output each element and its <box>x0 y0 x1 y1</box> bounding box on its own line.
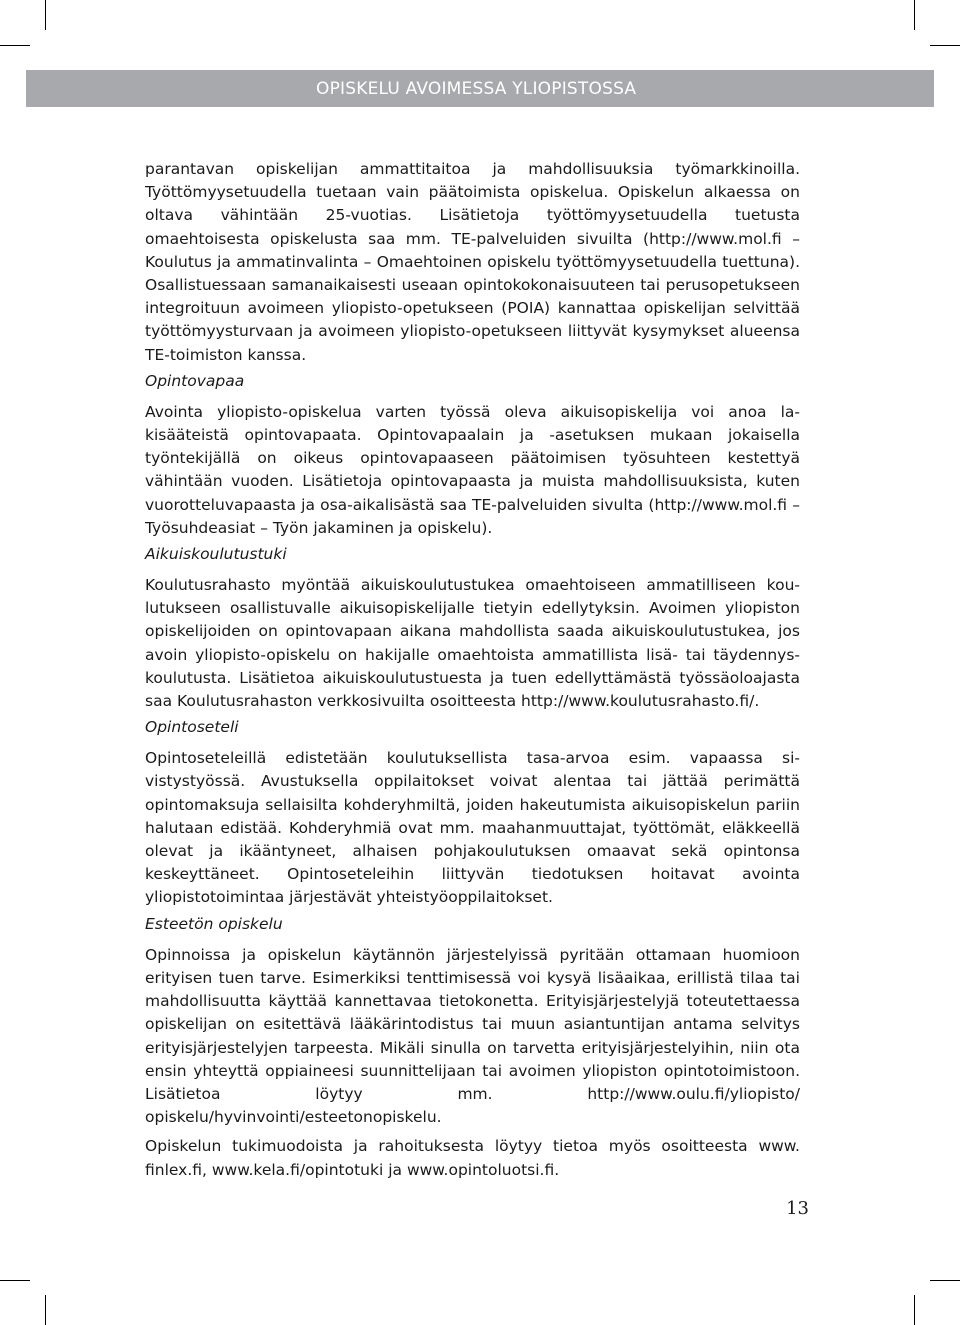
page-content <box>145 158 800 1182</box>
section-paragraph: Avointa yliopisto-opiskelua varten työssä oleva aikuisopiskelija voi anoa lakisääteistä opintovapaata. Opintovapaalain ja -asetuksen mukaan jokaisella työntekijällä on oikeus opintovapaaseen päätoimisen työsuhteen kestettyä vähintään vuoden. Lisätietoja opintovapaasta ja muista mahdollisuuksista, kuten vuorotteluvapaasta ja osa-aikalisästä saa TE-palveluiden sivulta (http://www.​mol.fi – Työsuhdeasiat – Työn jakaminen ja opiskelu). <box>145 402 800 537</box>
section-paragraph: Koulutusrahasto myöntää aikuiskoulutustukea omaehtoiseen ammatilliseen koulutukseen osallistuvalle aikuisopiskelijalle tietyin edellytyksin. Avoimen yliopiston opiskelijoiden on opintovapaan aikana mahdollista saada aikuiskoulutustukea, jos avoin yliopisto-opiskelu on hakijalle omaehtoista ammatillista lisä- tai täydennyskoulutusta. Lisätietoa aikuiskoulutustuesta ja tuen edellyttämästä työssäoloajasta saa Koulutusrahaston verkkosivuilta osoitteesta http://www.koulutusrahasto.fi/. <box>145 576 800 711</box>
crop-mark-top-left <box>45 0 46 30</box>
section-heading: Opintovapaa <box>145 371 245 390</box>
section-opintovapaa <box>145 370 800 540</box>
crop-mark-bottom-left <box>45 1295 46 1325</box>
crop-mark-bottom-right-h <box>930 1280 960 1281</box>
crop-mark-top-right <box>914 0 915 30</box>
section-aikuiskoulutustuki <box>145 543 800 713</box>
header-band <box>26 70 934 107</box>
section-esteeton-opiskelu <box>145 913 800 1182</box>
crop-mark-top-left-h <box>0 45 30 46</box>
page-number: 13 <box>786 1198 809 1219</box>
section-heading: Esteetön opiskelu <box>145 914 283 933</box>
section-heading: Aikuiskoulutustuki <box>145 545 287 564</box>
closing-paragraph: Opiskelun tukimuodoista ja rahoituksesta löytyy tietoa myös osoitteesta www.​finlex.fi, www.kela.fi/opintotuki ja www.opintoluotsi.fi. <box>145 1137 800 1179</box>
header-title: OPISKELU AVOIMESSA YLIOPISTOSSA <box>316 79 637 99</box>
crop-mark-bottom-right <box>914 1295 915 1325</box>
section-paragraph: Opintoseteleillä edistetään koulutuksellista tasa-arvoa esim. vapaassa sivistystyössä. Avustuksella oppilaitokset voivat alentaa tai jättää perimättä opintomaksuja sellaisilta kohderyhmiltä, joiden hakeutumista aikuisopiskelun pariin halutaan edistää. Kohderyhmiä ovat mm. maahanmuuttajat, työttömät, eläkkeellä olevat ja ikääntyneet, alhaisen pohjakoulutuksen omaavat sekä opintonsa keskeyttäneet. Opintoseteleihin liittyvän tiedotuksen hoitavat avointa yliopistotoimintaa järjestävät yhteistyöoppilaitokset. <box>145 749 800 907</box>
crop-mark-bottom-left-h <box>0 1280 30 1281</box>
section-paragraph: Opinnoissa ja opiskelun käytännön järjestelyissä pyritään ottamaan huomioon erityisen tuen tarve. Esimerkiksi tenttimisessä voi kysyä lisäaikaa, erillistä tilaa tai mahdollisuutta käyttää kannettavaa tietokonetta. Erityisjärjestelyjä toteutettaessa opiskelijan on esitettävä lääkärintodistus tai muun asiantuntijan antama selvitys erityisjärjestelyjen tarpeesta. Mikäli sinulla on tarvetta erityisjärjestelyihin, niin ota ensin yhteyttä oppiaineesi suunnittelijaan tai avoimen yliopiston opintotoimistoon. Lisätietoa löytyy mm. http://www.oulu.fi/yliopisto/​opiskelu/hyvinvointi/esteetonopiskelu. <box>145 945 800 1127</box>
crop-mark-top-right-h <box>930 45 960 46</box>
intro-paragraph: parantavan opiskelijan ammattitaitoa ja mahdollisuuksia työmarkkinoilla. Työttömyysetuudella tuetaan vain päätoimista opiskelua. Opiskelun alkaessa on oltava vähintään 25-vuotias. Lisätietoja työttömyysetuudella tuetusta omaehtoisesta opiskelusta saa mm. TE-palveluiden sivuilta (http://www.mol.​fi – Koulutus ja ammatinvalinta – Omaehtoinen opiskelu työttömyysetuudella tuettuna). Osallistuessaan samanaikaisesti useaan opintokokonaisuuteen tai perusopetukseen integroituun avoimeen yliopisto-opetukseen (POIA) kannattaa opiskelijan selvittää työttömyysturvaan ja avoimeen yliopisto-opetukseen liittyvät kysymykset alueensa TE-toimiston kanssa. <box>145 160 800 364</box>
section-heading: Opintoseteli <box>145 718 239 737</box>
section-opintoseteli <box>145 716 800 909</box>
